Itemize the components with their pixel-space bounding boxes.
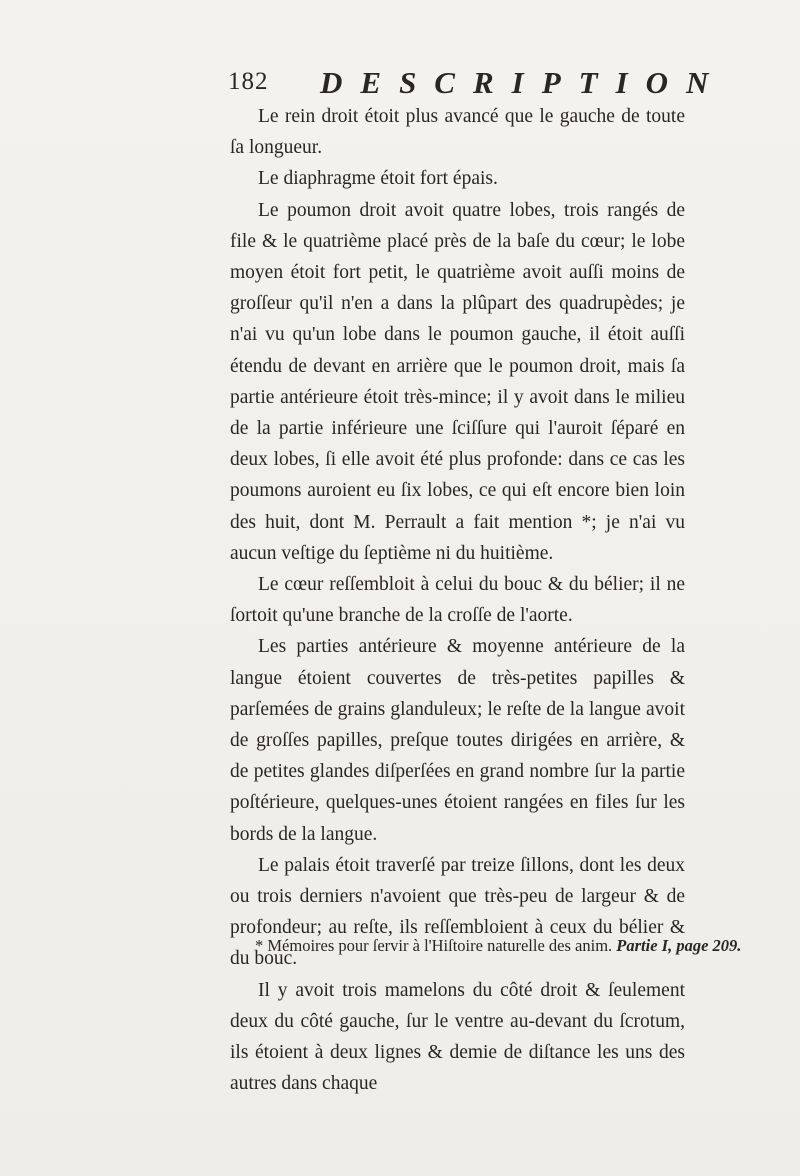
footnote — [255, 935, 742, 957]
page-header — [228, 65, 727, 104]
running-title: DESCRIPTION — [320, 65, 727, 100]
footnote-reference: Partie I, page 209. — [616, 936, 742, 955]
paragraph-heart: Le cœur reſſembloit à celui du bouc & du bélier; il ne ſortoit qu'une branche de la croſſe de l'aorte. — [230, 574, 685, 627]
paragraph-diaphragm: Le diaphragme étoit fort épais. — [258, 168, 498, 190]
paragraph-kidney: Le rein droit étoit plus avancé que le gauche de toute ſa longueur. — [230, 106, 685, 159]
paragraph-lungs: Le poumon droit avoit quatre lobes, trois rangés de file & le quatrième placé près de la baſe du cœur; le lobe moyen étoit fort petit, le quatrième avoit auſſi moins de groſſeur qu'il n'en a dans la plûpart des quadrupèdes; je n'ai vu qu'un lobe dans le poumon gauche, il étoit auſſi étendu de devant en arrière que le poumon droit, mais ſa partie antérieure étoit très-mince; il y avoit dans le milieu de la partie inférieure une ſciſſure qui l'auroit ſéparé en deux lobes, ſi elle avoit été plus profonde: dans ce cas les poumons auroient eu ſix lobes, ce qui eſt encore bien loin des huit, dont M. Perrault a fait mention *; je n'ai vu aucun veſtige du ſeptième ni du huitième. — [230, 199, 685, 564]
page-number: 182 — [228, 68, 269, 95]
paragraph-palate: Le palais étoit traverſé par treize ſillons, dont les deux ou trois derniers n'avoient que très-peu de largeur & de profondeur; au reſte, ils reſſembloient à ceux du bélier & du bouc. — [230, 854, 685, 970]
paragraph-tongue: Les parties antérieure & moyenne antérieure de la langue étoient couvertes de très-petites papilles & parſemées de grains glanduleux; le reſte de la langue avoit de groſſes papilles, preſque toutes dirigées en arrière, & de petites glandes diſperſées en grand nombre ſur la partie poſtérieure, quelques-unes étoient rangées en files ſur les bords de la langue. — [230, 636, 685, 845]
paragraph-teats: Il y avoit trois mamelons du côté droit & ſeulement deux du côté gauche, ſur le ventre au-devant du ſcrotum, ils étoient à deux lignes & demie de diſtance les uns des autres dans chaque — [230, 979, 685, 1095]
footnote-text: * Mémoires pour ſervir à l'Hiſtoire naturelle des anim. — [255, 936, 613, 955]
